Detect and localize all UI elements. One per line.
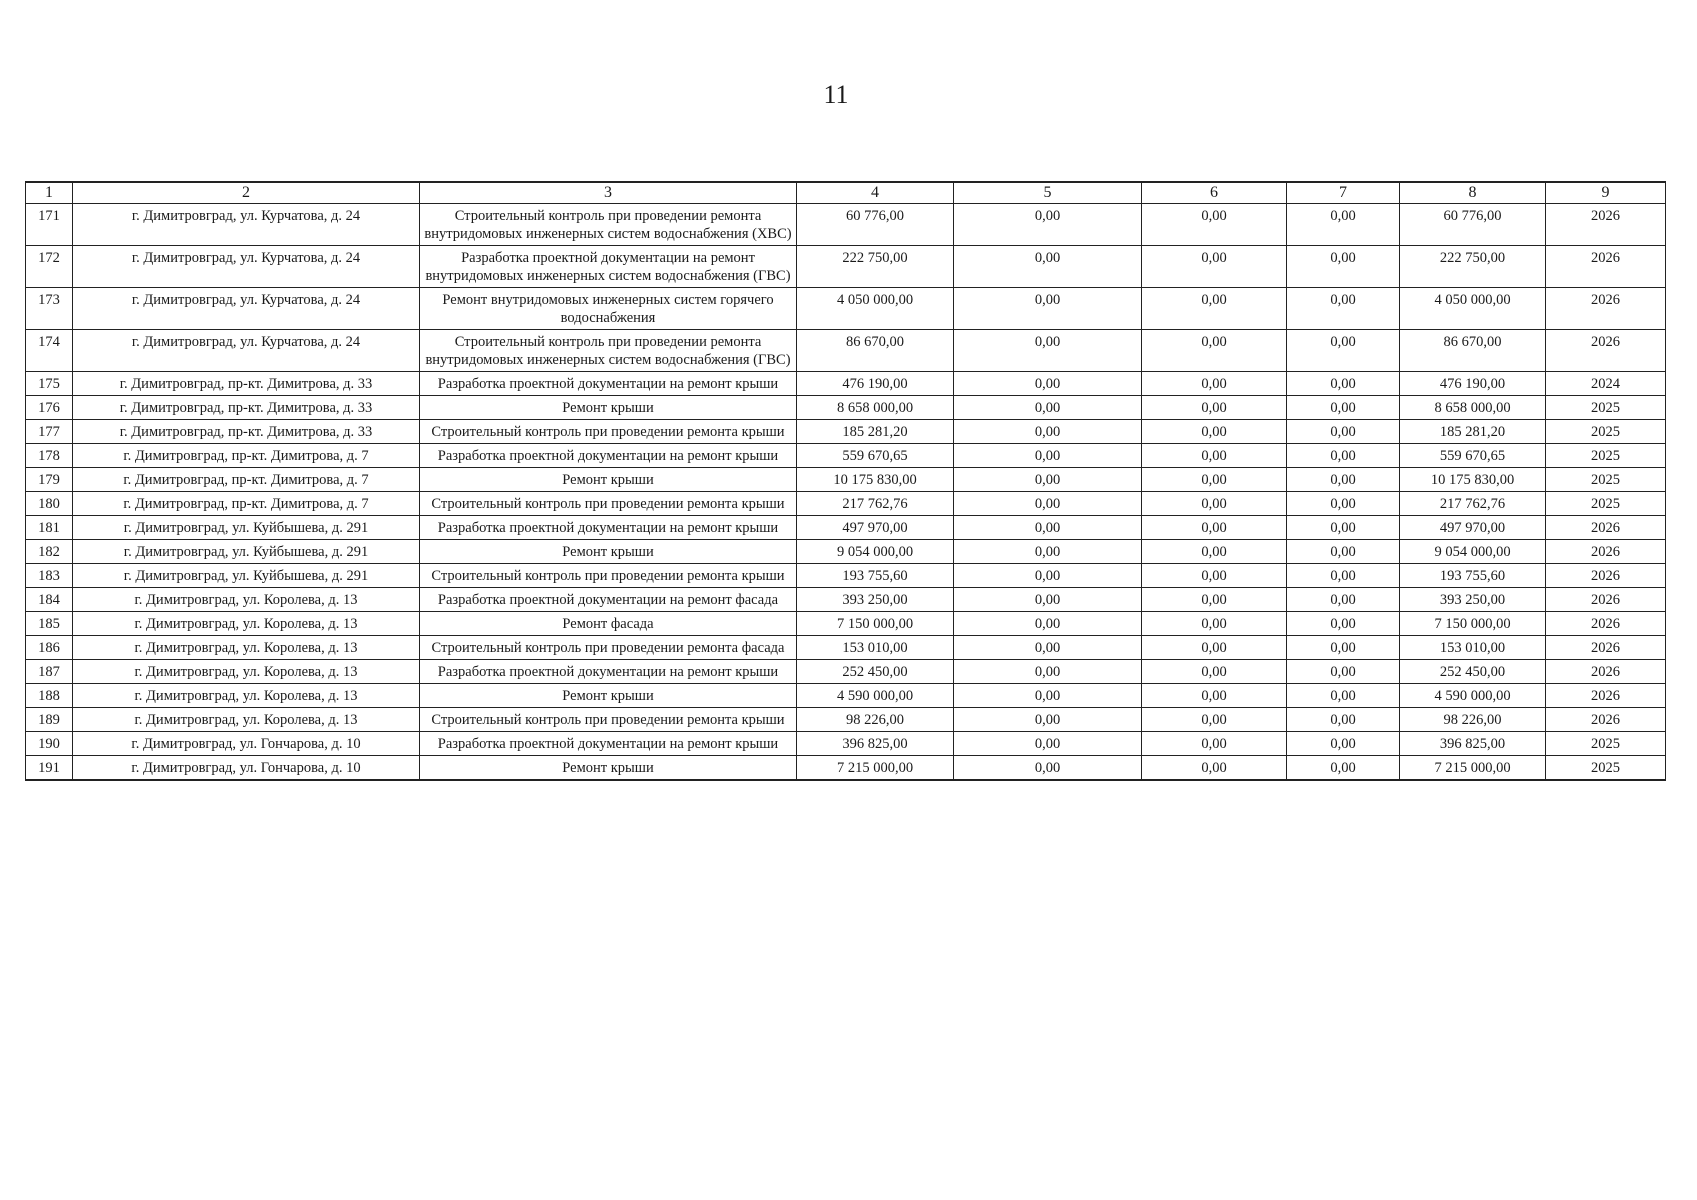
year-cell: 2026 (1546, 660, 1666, 684)
column-5-cell: 0,00 (954, 468, 1142, 492)
column-7-cell: 0,00 (1287, 612, 1400, 636)
row-number: 184 (26, 588, 73, 612)
work-type-cell: Строительный контроль при проведении ремонта крыши (420, 420, 797, 444)
column-8-cell: 10 175 830,00 (1400, 468, 1546, 492)
column-8-cell: 86 670,00 (1400, 330, 1546, 372)
column-6-cell: 0,00 (1142, 540, 1287, 564)
row-number: 185 (26, 612, 73, 636)
work-type-cell: Строительный контроль при проведении ремонта крыши (420, 564, 797, 588)
column-8-cell: 9 054 000,00 (1400, 540, 1546, 564)
column-8-cell: 222 750,00 (1400, 246, 1546, 288)
total-cost-cell: 559 670,65 (797, 444, 954, 468)
capital-repair-table (25, 181, 1666, 781)
table-row (26, 288, 1666, 330)
row-number: 174 (26, 330, 73, 372)
column-7-cell: 0,00 (1287, 330, 1400, 372)
column-7-cell: 0,00 (1287, 204, 1400, 246)
total-cost-cell: 476 190,00 (797, 372, 954, 396)
address-cell: г. Димитровград, пр-кт. Димитрова, д. 33 (73, 420, 420, 444)
address-cell: г. Димитровград, ул. Гончарова, д. 10 (73, 756, 420, 781)
column-8-cell: 153 010,00 (1400, 636, 1546, 660)
work-type-cell: Разработка проектной документации на ремонт крыши (420, 444, 797, 468)
address-cell: г. Димитровград, ул. Куйбышева, д. 291 (73, 564, 420, 588)
total-cost-cell: 153 010,00 (797, 636, 954, 660)
total-cost-cell: 7 150 000,00 (797, 612, 954, 636)
table-row (26, 516, 1666, 540)
column-5-cell: 0,00 (954, 396, 1142, 420)
column-6-cell: 0,00 (1142, 288, 1287, 330)
column-header-2: 2 (73, 182, 420, 204)
column-6-cell: 0,00 (1142, 246, 1287, 288)
address-cell: г. Димитровград, пр-кт. Димитрова, д. 33 (73, 372, 420, 396)
column-7-cell: 0,00 (1287, 288, 1400, 330)
column-6-cell: 0,00 (1142, 468, 1287, 492)
address-cell: г. Димитровград, пр-кт. Димитрова, д. 7 (73, 444, 420, 468)
column-5-cell: 0,00 (954, 660, 1142, 684)
column-7-cell: 0,00 (1287, 564, 1400, 588)
column-5-cell: 0,00 (954, 444, 1142, 468)
column-6-cell: 0,00 (1142, 708, 1287, 732)
work-type-cell: Ремонт крыши (420, 396, 797, 420)
column-5-cell: 0,00 (954, 588, 1142, 612)
column-7-cell: 0,00 (1287, 660, 1400, 684)
total-cost-cell: 393 250,00 (797, 588, 954, 612)
table-row (26, 564, 1666, 588)
column-5-cell: 0,00 (954, 288, 1142, 330)
column-header-3: 3 (420, 182, 797, 204)
column-5-cell: 0,00 (954, 420, 1142, 444)
column-header-7: 7 (1287, 182, 1400, 204)
work-type-cell: Строительный контроль при проведении ремонта крыши (420, 708, 797, 732)
column-6-cell: 0,00 (1142, 420, 1287, 444)
table-row (26, 444, 1666, 468)
address-cell: г. Димитровград, ул. Королева, д. 13 (73, 612, 420, 636)
column-8-cell: 7 215 000,00 (1400, 756, 1546, 781)
column-8-cell: 4 590 000,00 (1400, 684, 1546, 708)
work-type-cell: Разработка проектной документации на ремонт крыши (420, 372, 797, 396)
column-7-cell: 0,00 (1287, 756, 1400, 781)
address-cell: г. Димитровград, ул. Королева, д. 13 (73, 660, 420, 684)
total-cost-cell: 8 658 000,00 (797, 396, 954, 420)
row-number: 186 (26, 636, 73, 660)
work-type-cell: Ремонт крыши (420, 540, 797, 564)
work-type-cell: Ремонт фасада (420, 612, 797, 636)
address-cell: г. Димитровград, ул. Курчатова, д. 24 (73, 204, 420, 246)
row-number: 189 (26, 708, 73, 732)
table-row (26, 636, 1666, 660)
column-5-cell: 0,00 (954, 516, 1142, 540)
page-number: 11 (823, 80, 849, 109)
address-cell: г. Димитровград, ул. Курчатова, д. 24 (73, 288, 420, 330)
address-cell: г. Димитровград, пр-кт. Димитрова, д. 7 (73, 492, 420, 516)
row-number: 175 (26, 372, 73, 396)
work-type-cell: Ремонт крыши (420, 756, 797, 781)
column-7-cell: 0,00 (1287, 492, 1400, 516)
total-cost-cell: 60 776,00 (797, 204, 954, 246)
year-cell: 2025 (1546, 492, 1666, 516)
year-cell: 2026 (1546, 330, 1666, 372)
year-cell: 2025 (1546, 756, 1666, 781)
year-cell: 2026 (1546, 588, 1666, 612)
table-row (26, 732, 1666, 756)
row-number: 183 (26, 564, 73, 588)
column-header-1: 1 (26, 182, 73, 204)
row-number: 178 (26, 444, 73, 468)
column-6-cell: 0,00 (1142, 684, 1287, 708)
work-type-cell: Разработка проектной документации на ремонт крыши (420, 660, 797, 684)
work-type-cell: Строительный контроль при проведении ремонта фасада (420, 636, 797, 660)
column-5-cell: 0,00 (954, 756, 1142, 781)
total-cost-cell: 497 970,00 (797, 516, 954, 540)
year-cell: 2025 (1546, 732, 1666, 756)
total-cost-cell: 4 050 000,00 (797, 288, 954, 330)
row-number: 190 (26, 732, 73, 756)
row-number: 191 (26, 756, 73, 781)
row-number: 172 (26, 246, 73, 288)
column-header-9: 9 (1546, 182, 1666, 204)
column-7-cell: 0,00 (1287, 684, 1400, 708)
table-row (26, 492, 1666, 516)
table-row (26, 684, 1666, 708)
column-8-cell: 185 281,20 (1400, 420, 1546, 444)
column-6-cell: 0,00 (1142, 636, 1287, 660)
column-5-cell: 0,00 (954, 684, 1142, 708)
row-number: 171 (26, 204, 73, 246)
total-cost-cell: 252 450,00 (797, 660, 954, 684)
row-number: 173 (26, 288, 73, 330)
row-number: 177 (26, 420, 73, 444)
column-7-cell: 0,00 (1287, 708, 1400, 732)
year-cell: 2025 (1546, 396, 1666, 420)
column-7-cell: 0,00 (1287, 540, 1400, 564)
table-row (26, 540, 1666, 564)
column-8-cell: 252 450,00 (1400, 660, 1546, 684)
column-7-cell: 0,00 (1287, 444, 1400, 468)
address-cell: г. Димитровград, ул. Королева, д. 13 (73, 684, 420, 708)
row-number: 182 (26, 540, 73, 564)
column-8-cell: 8 658 000,00 (1400, 396, 1546, 420)
work-type-cell: Разработка проектной документации на ремонт крыши (420, 516, 797, 540)
table-row (26, 420, 1666, 444)
column-6-cell: 0,00 (1142, 204, 1287, 246)
column-7-cell: 0,00 (1287, 732, 1400, 756)
table-row (26, 708, 1666, 732)
address-cell: г. Димитровград, ул. Гончарова, д. 10 (73, 732, 420, 756)
column-6-cell: 0,00 (1142, 732, 1287, 756)
column-5-cell: 0,00 (954, 612, 1142, 636)
column-7-cell: 0,00 (1287, 246, 1400, 288)
column-5-cell: 0,00 (954, 246, 1142, 288)
column-7-cell: 0,00 (1287, 372, 1400, 396)
total-cost-cell: 185 281,20 (797, 420, 954, 444)
year-cell: 2026 (1546, 636, 1666, 660)
column-8-cell: 60 776,00 (1400, 204, 1546, 246)
column-8-cell: 193 755,60 (1400, 564, 1546, 588)
work-type-cell: Строительный контроль при проведении ремонта крыши (420, 492, 797, 516)
row-number: 187 (26, 660, 73, 684)
address-cell: г. Димитровград, ул. Королева, д. 13 (73, 636, 420, 660)
table-row (26, 372, 1666, 396)
table-row (26, 612, 1666, 636)
year-cell: 2026 (1546, 246, 1666, 288)
address-cell: г. Димитровград, ул. Курчатова, д. 24 (73, 246, 420, 288)
address-cell: г. Димитровград, ул. Куйбышева, д. 291 (73, 540, 420, 564)
column-6-cell: 0,00 (1142, 612, 1287, 636)
total-cost-cell: 217 762,76 (797, 492, 954, 516)
column-6-cell: 0,00 (1142, 660, 1287, 684)
column-5-cell: 0,00 (954, 372, 1142, 396)
column-header-4: 4 (797, 182, 954, 204)
work-type-cell: Разработка проектной документации на ремонт фасада (420, 588, 797, 612)
row-number: 176 (26, 396, 73, 420)
column-5-cell: 0,00 (954, 330, 1142, 372)
row-number: 180 (26, 492, 73, 516)
table-row (26, 468, 1666, 492)
total-cost-cell: 10 175 830,00 (797, 468, 954, 492)
work-type-cell: Строительный контроль при проведении ремонта внутридомовых инженерных систем водоснабжения (ГВС) (420, 330, 797, 372)
total-cost-cell: 9 054 000,00 (797, 540, 954, 564)
year-cell: 2025 (1546, 444, 1666, 468)
column-6-cell: 0,00 (1142, 330, 1287, 372)
column-8-cell: 217 762,76 (1400, 492, 1546, 516)
address-cell: г. Димитровград, ул. Куйбышева, д. 291 (73, 516, 420, 540)
column-6-cell: 0,00 (1142, 516, 1287, 540)
year-cell: 2026 (1546, 684, 1666, 708)
work-type-cell: Ремонт крыши (420, 684, 797, 708)
column-5-cell: 0,00 (954, 708, 1142, 732)
column-5-cell: 0,00 (954, 204, 1142, 246)
row-number: 181 (26, 516, 73, 540)
year-cell: 2026 (1546, 564, 1666, 588)
column-8-cell: 476 190,00 (1400, 372, 1546, 396)
column-5-cell: 0,00 (954, 732, 1142, 756)
table-row (26, 246, 1666, 288)
column-6-cell: 0,00 (1142, 372, 1287, 396)
column-7-cell: 0,00 (1287, 636, 1400, 660)
column-8-cell: 393 250,00 (1400, 588, 1546, 612)
year-cell: 2026 (1546, 708, 1666, 732)
column-6-cell: 0,00 (1142, 396, 1287, 420)
year-cell: 2026 (1546, 612, 1666, 636)
table-row (26, 660, 1666, 684)
column-8-cell: 4 050 000,00 (1400, 288, 1546, 330)
year-cell: 2026 (1546, 204, 1666, 246)
column-5-cell: 0,00 (954, 564, 1142, 588)
total-cost-cell: 396 825,00 (797, 732, 954, 756)
table-row (26, 396, 1666, 420)
column-header-8: 8 (1400, 182, 1546, 204)
total-cost-cell: 86 670,00 (797, 330, 954, 372)
column-7-cell: 0,00 (1287, 468, 1400, 492)
address-cell: г. Димитровград, ул. Королева, д. 13 (73, 588, 420, 612)
table-header (26, 182, 1666, 204)
column-number-row (26, 182, 1666, 204)
total-cost-cell: 7 215 000,00 (797, 756, 954, 781)
column-8-cell: 98 226,00 (1400, 708, 1546, 732)
column-8-cell: 396 825,00 (1400, 732, 1546, 756)
column-6-cell: 0,00 (1142, 564, 1287, 588)
year-cell: 2024 (1546, 372, 1666, 396)
column-7-cell: 0,00 (1287, 516, 1400, 540)
column-8-cell: 497 970,00 (1400, 516, 1546, 540)
work-type-cell: Ремонт крыши (420, 468, 797, 492)
column-7-cell: 0,00 (1287, 588, 1400, 612)
column-5-cell: 0,00 (954, 636, 1142, 660)
address-cell: г. Димитровград, пр-кт. Димитрова, д. 33 (73, 396, 420, 420)
address-cell: г. Димитровград, ул. Королева, д. 13 (73, 708, 420, 732)
column-6-cell: 0,00 (1142, 756, 1287, 781)
column-5-cell: 0,00 (954, 492, 1142, 516)
work-type-cell: Строительный контроль при проведении ремонта внутридомовых инженерных систем водоснабжения (ХВС) (420, 204, 797, 246)
column-7-cell: 0,00 (1287, 420, 1400, 444)
column-8-cell: 7 150 000,00 (1400, 612, 1546, 636)
table-row (26, 330, 1666, 372)
column-header-5: 5 (954, 182, 1142, 204)
table-body (26, 204, 1666, 781)
column-8-cell: 559 670,65 (1400, 444, 1546, 468)
work-type-cell: Разработка проектной документации на ремонт внутридомовых инженерных систем водоснабжения (ГВС) (420, 246, 797, 288)
year-cell: 2025 (1546, 468, 1666, 492)
column-header-6: 6 (1142, 182, 1287, 204)
year-cell: 2026 (1546, 516, 1666, 540)
work-type-cell: Разработка проектной документации на ремонт крыши (420, 732, 797, 756)
total-cost-cell: 193 755,60 (797, 564, 954, 588)
column-6-cell: 0,00 (1142, 492, 1287, 516)
row-number: 179 (26, 468, 73, 492)
column-7-cell: 0,00 (1287, 396, 1400, 420)
table-row (26, 756, 1666, 781)
address-cell: г. Димитровград, пр-кт. Димитрова, д. 7 (73, 468, 420, 492)
work-type-cell: Ремонт внутридомовых инженерных систем горячего водоснабжения (420, 288, 797, 330)
column-6-cell: 0,00 (1142, 444, 1287, 468)
year-cell: 2025 (1546, 420, 1666, 444)
table-row (26, 204, 1666, 246)
column-5-cell: 0,00 (954, 540, 1142, 564)
address-cell: г. Димитровград, ул. Курчатова, д. 24 (73, 330, 420, 372)
total-cost-cell: 222 750,00 (797, 246, 954, 288)
table-row (26, 588, 1666, 612)
total-cost-cell: 98 226,00 (797, 708, 954, 732)
row-number: 188 (26, 684, 73, 708)
year-cell: 2026 (1546, 540, 1666, 564)
total-cost-cell: 4 590 000,00 (797, 684, 954, 708)
column-6-cell: 0,00 (1142, 588, 1287, 612)
year-cell: 2026 (1546, 288, 1666, 330)
